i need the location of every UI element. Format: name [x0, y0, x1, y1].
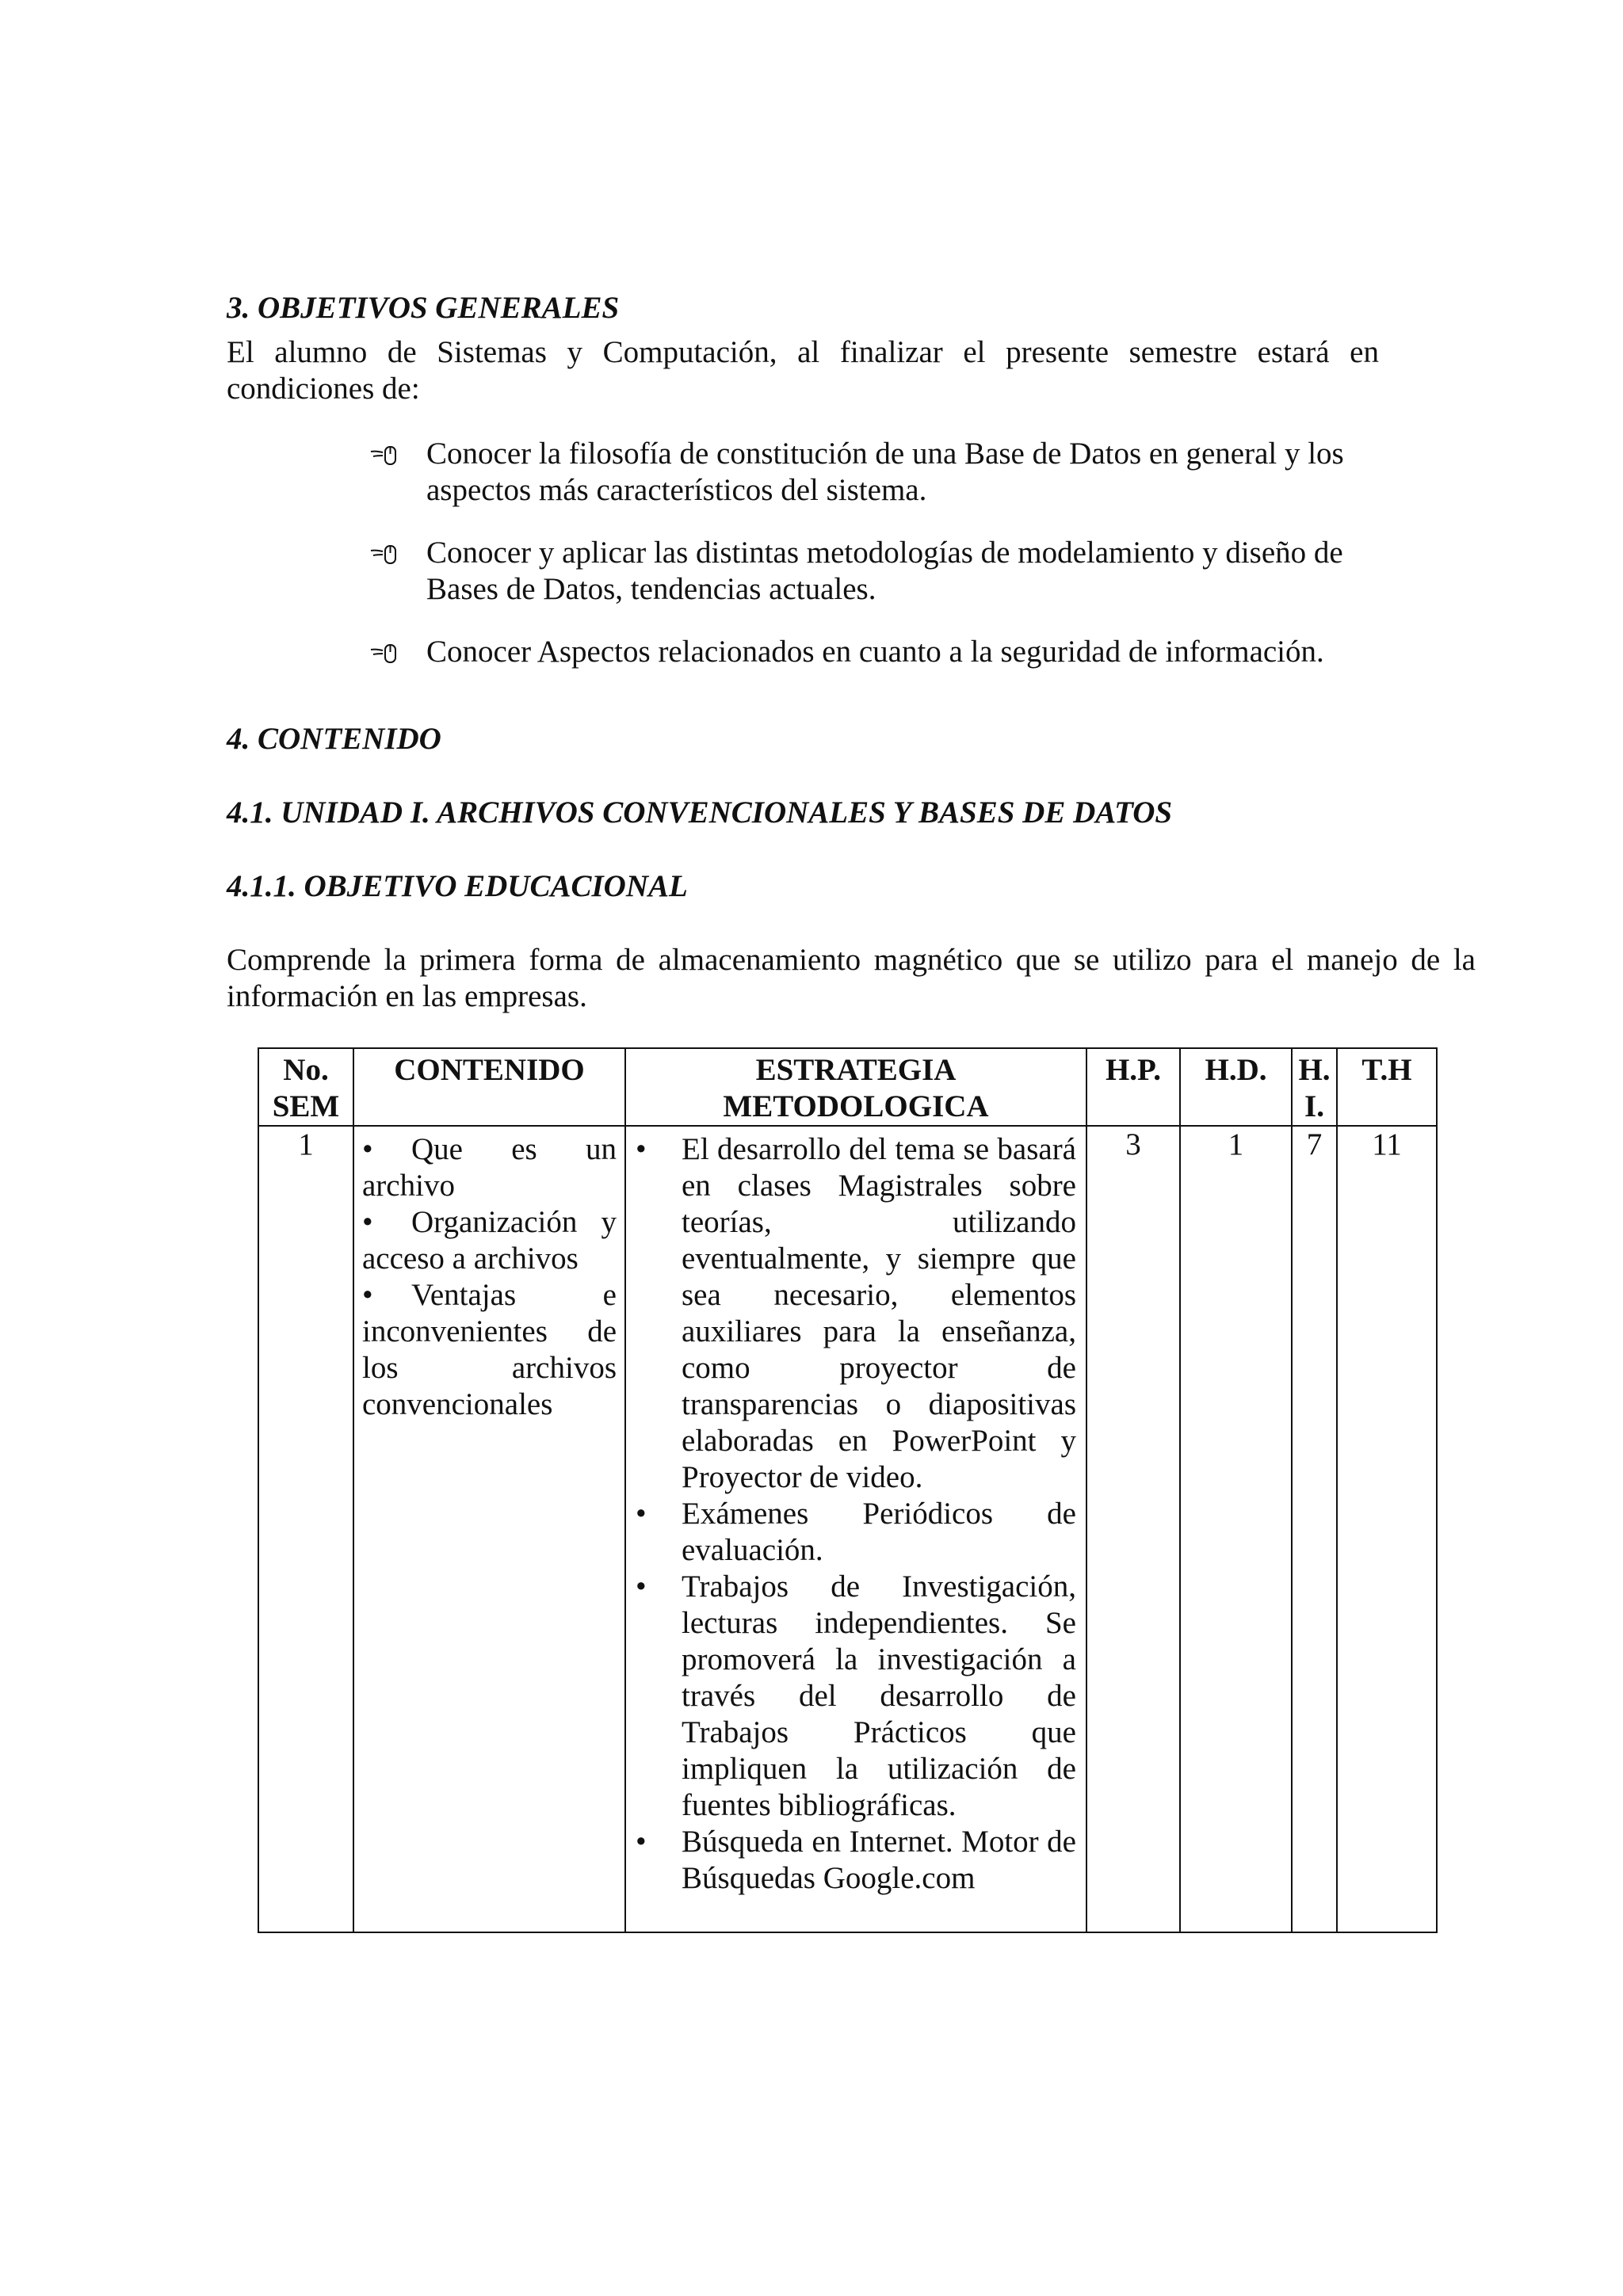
cell-hi: 7 [1292, 1126, 1337, 1932]
mouse-pointer-hand-icon [369, 442, 401, 467]
table-row [258, 1126, 1437, 1932]
header-th: T.H [1337, 1048, 1437, 1126]
bullet-icon: • [362, 1278, 373, 1312]
section-3-intro: El alumno de Sistemas y Computación, al finalizar el presente semestre estará en condiciones de: [227, 335, 1379, 406]
list-item [362, 1131, 617, 1204]
strategy-item: • Búsqueda en Internet. Motor de Búsquedas Google.com [626, 1824, 1076, 1897]
mouse-pointer-hand-icon [369, 640, 401, 666]
cell-hp: 3 [1086, 1126, 1180, 1932]
content-item: Que es un archivo [362, 1132, 617, 1203]
content-item: Ventajas e inconvenientes de los archivos convencionales [362, 1278, 617, 1421]
strategy-item: • Exámenes Periódicos de evaluación. [626, 1496, 1076, 1569]
header-hd: H.D. [1180, 1048, 1292, 1126]
cell-th: 11 [1337, 1126, 1437, 1932]
objective-text: Comprende la primera forma de almacenamiento magnético que se utilizo para el manejo de la información en las empresas. [227, 943, 1476, 1013]
table-header-row [258, 1048, 1437, 1126]
objective-text: Conocer Aspectos relacionados en cuanto a la seguridad de información. [426, 635, 1324, 669]
header-hp: H.P. [1086, 1048, 1180, 1126]
content-item: Organización y acceso a archivos [362, 1205, 617, 1276]
cell-hd: 1 [1180, 1126, 1292, 1932]
unit-heading: 4.1. UNIDAD I. ARCHIVOS CONVENCIONALES Y BASES DE DATOS [227, 795, 1173, 830]
header-no-sem: No. SEM [258, 1048, 353, 1126]
header-contenido: CONTENIDO [353, 1048, 625, 1126]
objective-heading: 4.1.1. OBJETIVO EDUCACIONAL [227, 869, 688, 903]
header-estrategia: ESTRATEGIA METODOLOGICA [625, 1048, 1086, 1126]
cell-estrategia [625, 1126, 1086, 1932]
list-item [362, 1204, 617, 1277]
cell-no-sem: 1 [258, 1126, 353, 1932]
section-3-heading: 3. OBJETIVOS GENERALES [227, 291, 620, 325]
objective-text: Conocer la filosofía de constitución de una Base de Datos en general y los aspectos más característicos del sistema. [426, 437, 1344, 507]
section-4-heading: 4. CONTENIDO [227, 722, 441, 756]
cell-contenido [353, 1126, 625, 1932]
mouse-pointer-hand-icon [369, 541, 401, 566]
list-item [362, 1277, 617, 1423]
bullet-icon: • [362, 1205, 373, 1239]
strategy-item: • El desarrollo del tema se basará en clases Magistrales sobre teorías, utilizando eventualmente, y siempre que sea necesario, elementos auxiliares para la enseñanza, como proyector de transparencias o diapositivas elaboradas en PowerPoint y Proyector de video. [626, 1131, 1076, 1496]
objective-text: Conocer y aplicar las distintas metodologías de modelamiento y diseño de Bases de Datos, tendencias actuales. [426, 536, 1343, 606]
header-hi: H. I. [1292, 1048, 1337, 1126]
content-table [258, 1047, 1438, 1933]
strategy-item: • Trabajos de Investigación, lecturas independientes. Se promoverá la investigación a través del desarrollo de Trabajos Prácticos que impliquen la utilización de fuentes bibliográficas. [626, 1569, 1076, 1824]
bullet-icon: • [362, 1132, 373, 1166]
